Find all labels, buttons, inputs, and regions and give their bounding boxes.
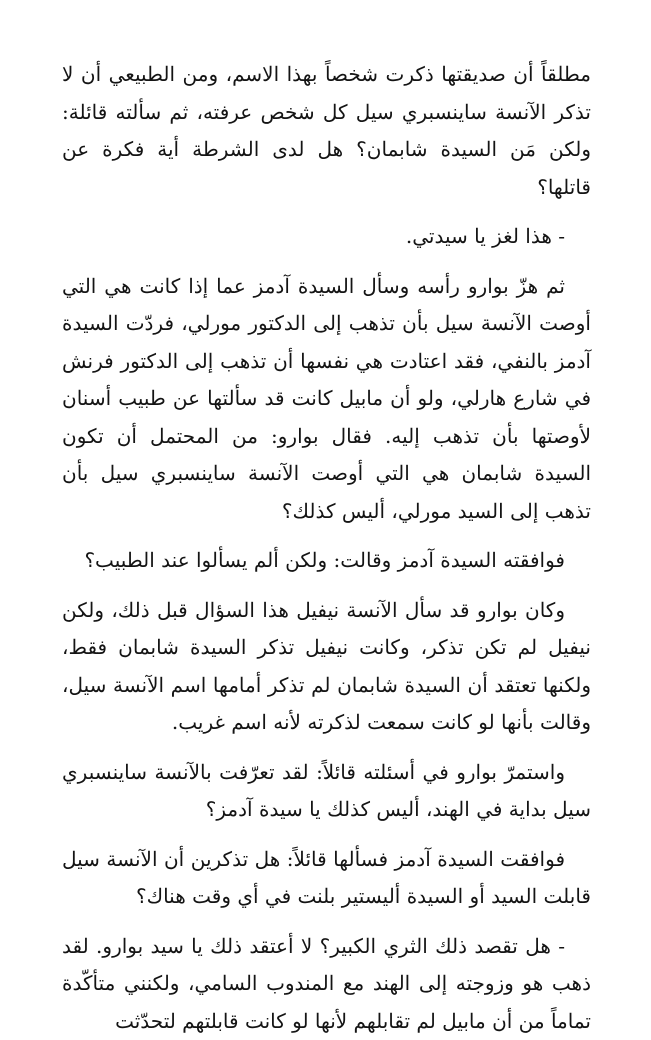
paragraph: فوافقته السيدة آدمز وقالت: ولكن ألم يسألوا عند الطبيب؟ <box>62 542 591 580</box>
paragraph: فوافقت السيدة آدمز فسألها قائلاً: هل تذكرين أن الآنسة سيل قابلت السيد أو السيدة أليستير بلنت في أي وقت هناك؟ <box>62 841 591 916</box>
paragraph: وكان بوارو قد سأل الآنسة نيفيل هذا السؤال قبل ذلك، ولكن نيفيل لم تكن تذكر، وكانت نيفيل تذكر السيدة شابمان فقط، ولكنها تعتقد أن السيدة شابمان لم تذكر أمامها اسم الآنسة سيل، وقالت بأنها لو كانت سمعت لذكرته لأنه اسم غريب. <box>62 592 591 742</box>
paragraph: - هل تقصد ذلك الثري الكبير؟ لا أعتقد ذلك يا سيد بوارو. لقد ذهب هو وزوجته إلى الهند مع المندوب السامي، ولكنني متأكّدة تماماً من أن مابيل لم تقابلهم لأنها لو كانت قابلتهم لتحدّثت <box>62 928 591 1040</box>
paragraph: ثم هزّ بوارو رأسه وسأل السيدة آدمز عما إذا كانت هي التي أوصت الآنسة سيل بأن تذهب إلى الدكتور مورلي، فردّت السيدة آدمز بالنفي، فقد اعتادت هي نفسها أن تذهب إلى الدكتور فرنش في شارع هارلي، ولو أن مابيل كانت قد سألتها عن طبيب أسنان لأوصتها بأن تذهب إليه. فقال بوارو: من المحتمل أن تكون السيدة شابمان هي التي أوصت الآنسة ساينسبري سيل بأن تذهب إلى السيد مورلي، أليس كذلك؟ <box>62 268 591 531</box>
paragraph: - هذا لغز يا سيدتي. <box>62 218 591 256</box>
page-text <box>62 56 591 1040</box>
paragraph: مطلقاً أن صديقتها ذكرت شخصاً بهذا الاسم، ومن الطبيعي أن لا تذكر الآنسة ساينسبري سيل كل شخص عرفته، ثم سألته قائلة: ولكن مَن السيدة شابمان؟ هل لدى الشرطة أية فكرة عن قاتلها؟ <box>62 56 591 206</box>
paragraph: واستمرّ بوارو في أسئلته قائلاً: لقد تعرّفت بالآنسة ساينسبري سيل بداية في الهند، أليس كذلك يا سيدة آدمز؟ <box>62 754 591 829</box>
